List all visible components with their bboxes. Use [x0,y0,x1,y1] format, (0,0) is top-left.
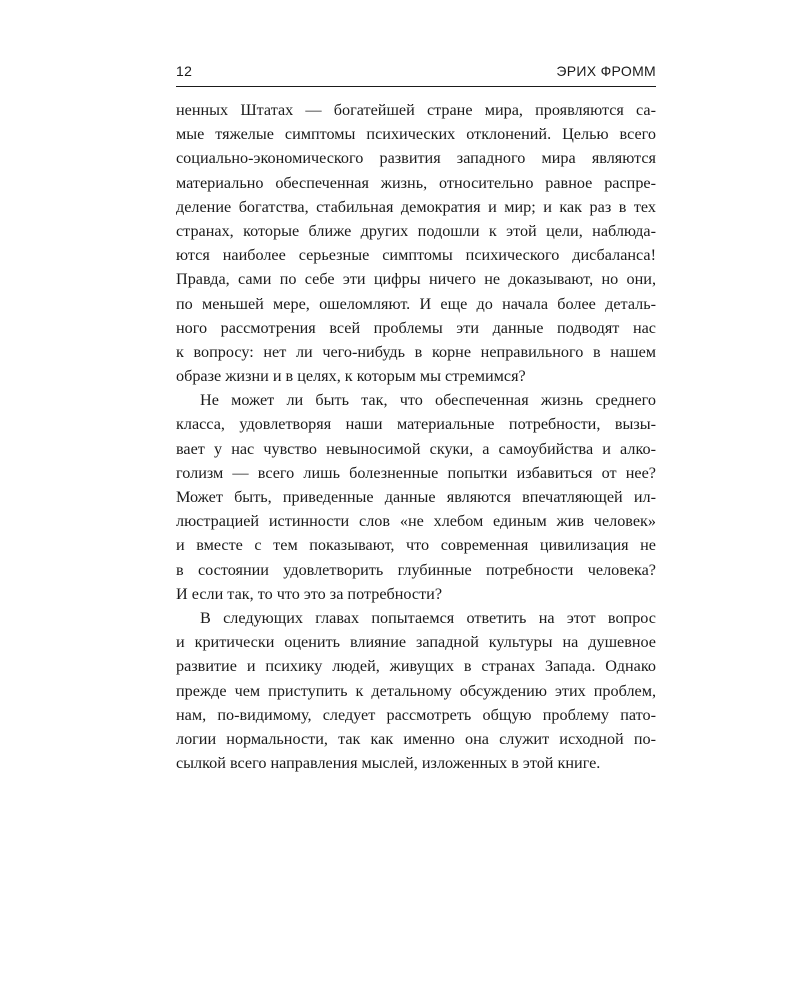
text-line: ненных Штатах — богатейшей стране мира, проявляются са- [176,101,656,119]
text-line: и вместе с тем показывают, что современная цивилизация не [176,536,656,555]
text-line: мые тяжелые симптомы психических отклонений. Целью всего [176,125,656,144]
text-line: нам, по-видимому, следует рассмотреть общую проблему пато- [176,705,656,724]
text-line: люстрацией истинности слов «не хлебом единым жив человек» [176,512,656,531]
page-number: 12 [176,63,193,79]
text-line: класса, удовлетворяя наши материальные потребности, вызы- [176,415,656,434]
text-line: социально-экономического развития западного мира являются [176,149,656,168]
text-line: в состоянии удовлетворить глубинные потребности человека? [176,560,656,579]
text-line: деление богатства, стабильная демократия и мир; и как раз в тех [176,197,656,216]
text-line: В следующих главах попытаемся ответить на этот вопрос [200,608,656,627]
page-header [176,63,656,87]
text-line: по меньшей мере, ошеломляют. И еще до начала более деталь- [176,294,656,313]
text-line: развитие и психику людей, живущих в странах Запада. Однако [176,657,656,676]
paragraph [176,98,656,388]
text-line: и критически оценить влияние западной культуры на душевное [176,633,656,652]
text-line: сылкой всего направления мыслей, изложенных в этой книге. [176,754,601,773]
text-line: Правда, сами по себе эти цифры ничего не доказывают, но они, [176,270,656,289]
text-line: прежде чем приступить к детальному обсуждению этих проблем, [176,681,656,700]
text-line: Может быть, приведенные данные являются впечатляющей ил- [176,488,656,506]
text-line: голизм — всего лишь болезненные попытки избавиться от нее? [176,463,656,482]
paragraph [176,388,656,606]
text-line: ного рассмотрения всей проблемы эти данные подводят нас [176,318,656,337]
running-title: ЭРИХ ФРОММ [556,63,656,79]
text-line: материально обеспеченная жизнь, относительно равное распре- [176,173,656,192]
text-line: странах, которые ближе других подошли к этой цели, наблюда- [176,221,656,240]
text-line: к вопросу: нет ли чего-нибудь в корне неправильного в нашем [176,342,656,361]
header-rule [176,86,656,87]
paragraph [176,606,656,775]
text-line: вает у нас чувство невыносимой скуки, а самоубийства и алко- [176,439,656,458]
text-line: образе жизни и в целях, к которым мы стремимся? [176,367,526,386]
text-line: логии нормальности, так как именно она служит исходной по- [176,729,656,748]
text-line: И если так, то что это за потребности? [176,584,443,603]
text-line: ются наиболее серьезные симптомы психического дисбаланса! [176,246,656,265]
body-text [176,98,656,775]
text-line: Не может ли быть так, что обеспеченная жизнь среднего [200,391,656,410]
